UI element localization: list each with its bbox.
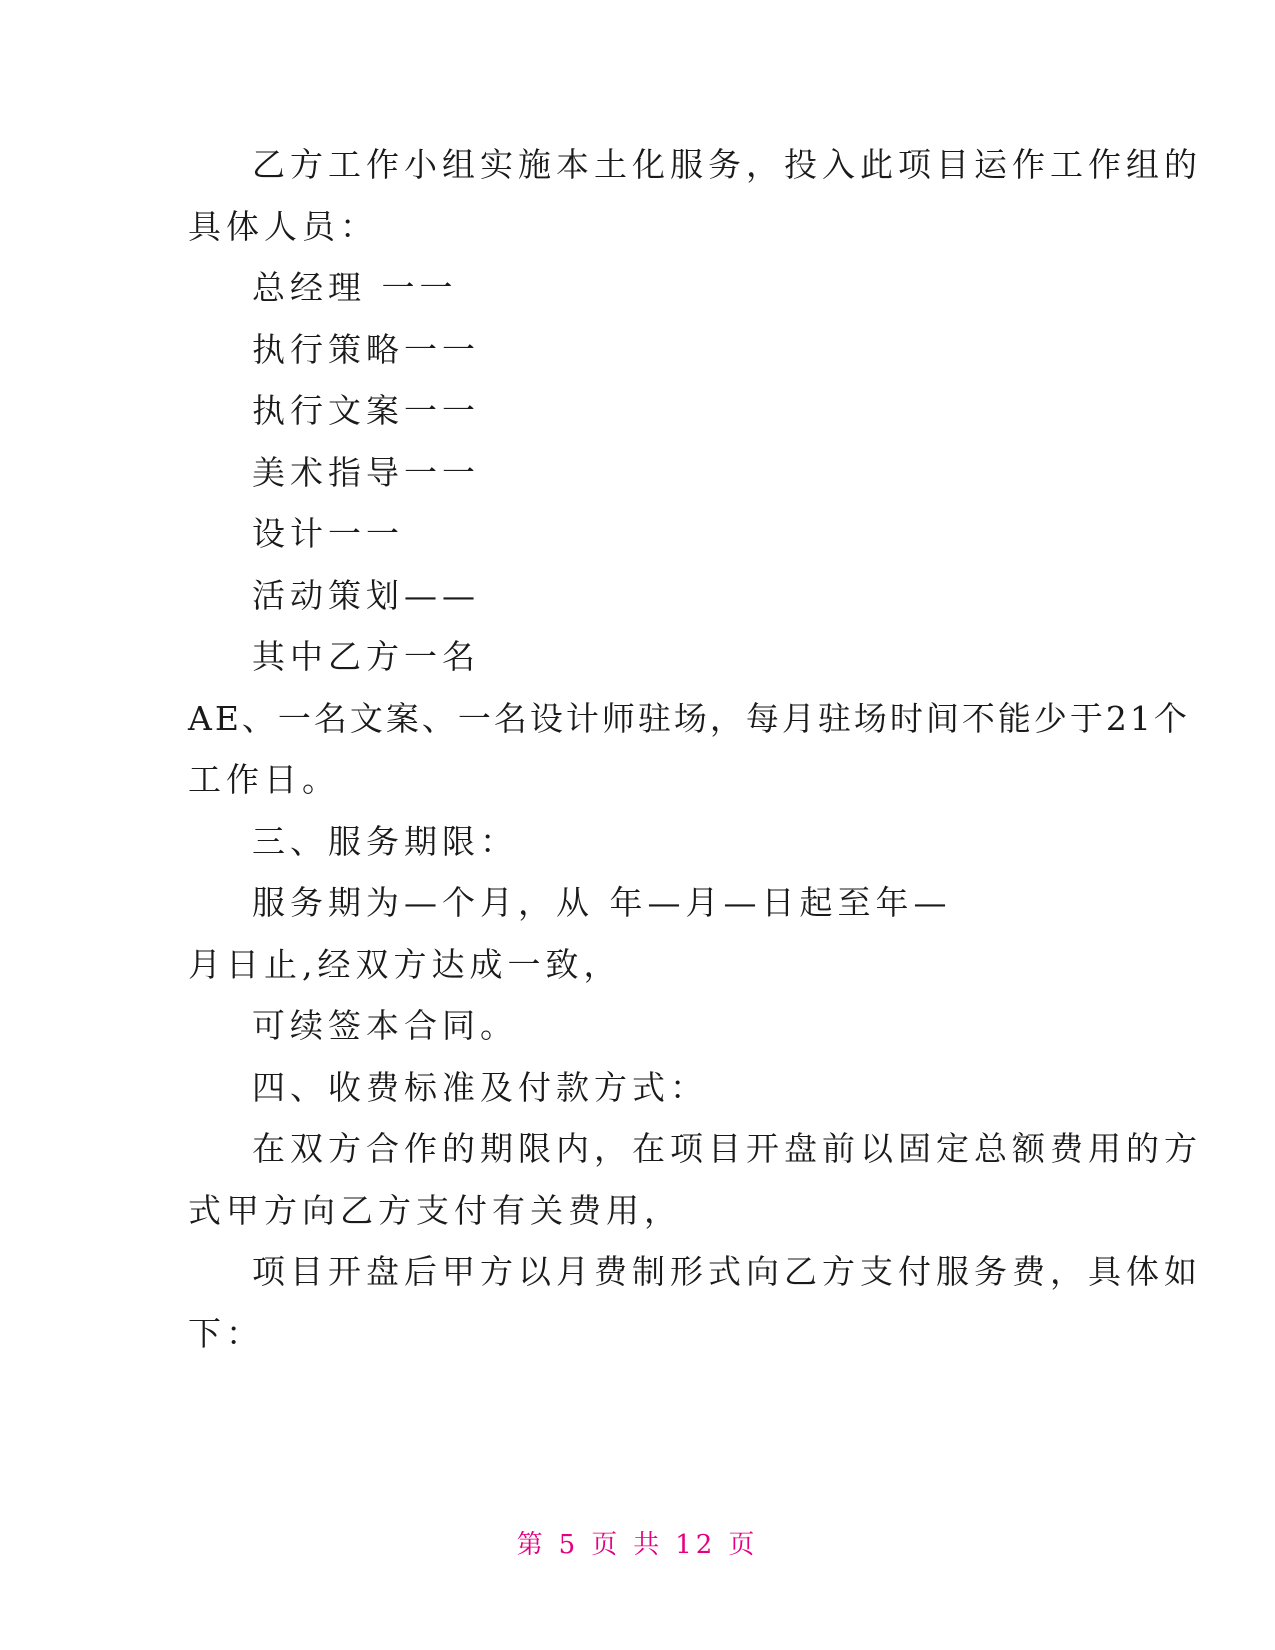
- paragraph-line: 服务期为—个月，从 年—月—日起至年—: [252, 883, 952, 922]
- paragraph-line: 活动策划——: [252, 576, 480, 615]
- paragraph-line: AE、一名文案、一名设计师驻场，每月驻场时间不能少于21个: [188, 699, 1190, 738]
- section-heading: 四、收费标准及付款方式：: [252, 1068, 708, 1107]
- footer-total-unit: 页: [728, 1530, 759, 1560]
- paragraph-line: 可续签本合同。: [252, 1006, 518, 1045]
- footer-page-number: 5: [558, 1530, 580, 1560]
- page-footer: [0, 1528, 1275, 1562]
- paragraph-line: 设计一一: [252, 514, 404, 553]
- paragraph-line: 下：: [188, 1314, 264, 1353]
- paragraph-line: 式甲方向乙方支付有关费用，: [188, 1191, 682, 1230]
- paragraph-line: 具体人员：: [188, 207, 378, 246]
- paragraph-line: 工作日。: [188, 760, 340, 799]
- paragraph-line: 执行策略一一: [252, 330, 480, 369]
- section-heading: 三、服务期限：: [252, 822, 518, 861]
- paragraph-line: 执行文案一一: [252, 391, 480, 430]
- footer-page-unit: 页: [591, 1530, 622, 1560]
- paragraph-line: 项目开盘后甲方以月费制形式向乙方支付服务费，具体如: [252, 1252, 1202, 1291]
- footer-total-pages: 12: [675, 1530, 717, 1560]
- paragraph-line: 乙方工作小组实施本土化服务，投入此项目运作工作组的: [252, 145, 1202, 184]
- paragraph-line: 在双方合作的期限内，在项目开盘前以固定总额费用的方: [252, 1129, 1202, 1168]
- paragraph-line: 美术指导一一: [252, 453, 480, 492]
- paragraph-line: 月日止,经双方达成一致，: [188, 945, 622, 984]
- paragraph-line: 总经理 一一: [252, 268, 458, 307]
- paragraph-line: 其中乙方一名: [252, 637, 480, 676]
- footer-total-label: 共: [633, 1530, 664, 1560]
- footer-page-label: 第: [516, 1530, 547, 1560]
